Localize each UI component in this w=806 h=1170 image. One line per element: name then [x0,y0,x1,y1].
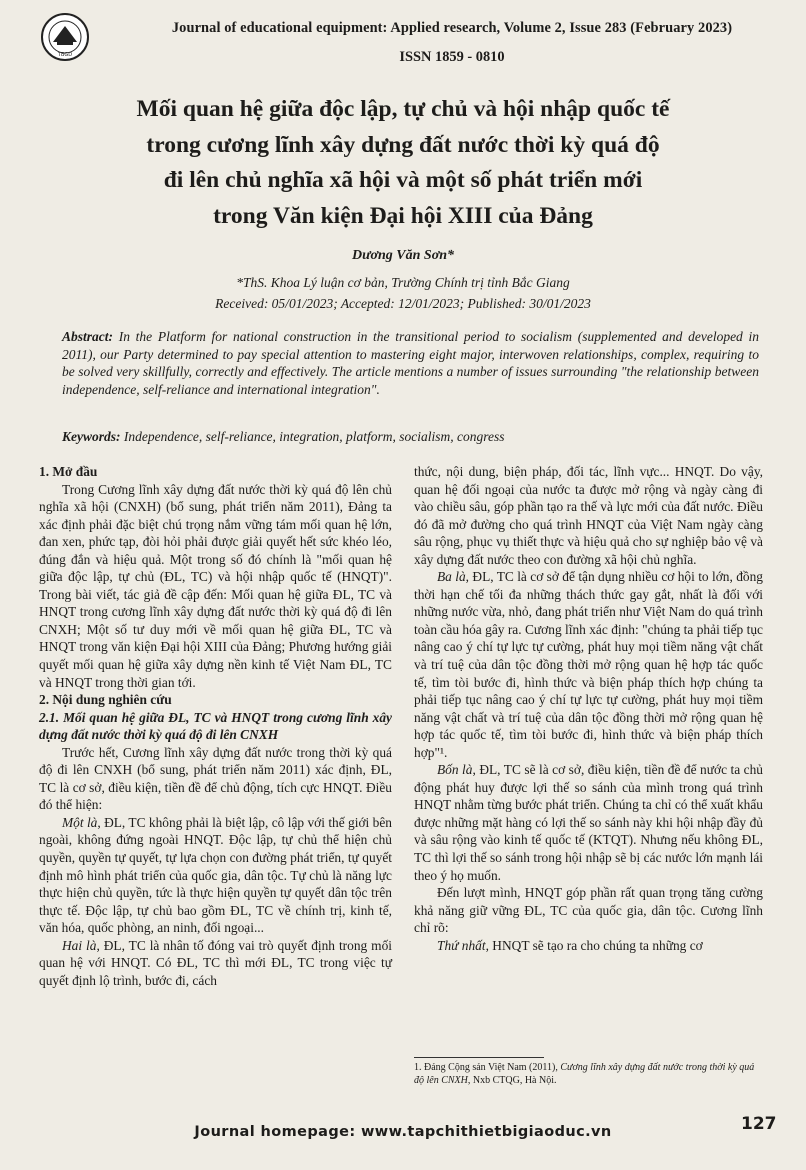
abstract [62,328,759,398]
logo-text: TBGD [57,52,73,58]
left-column [39,463,392,989]
footnote-source: Cương lĩnh xây dựng đất nước trong thời kỳ quá độ lên CNXH [414,1062,755,1086]
author-affiliation: *ThS. Khoa Lý luận cơ bản, Trường Chính trị tỉnh Bắc Giang [236,275,570,290]
page-number: 127 [741,1114,777,1134]
journal-logo-icon [40,12,90,62]
abstract-label: Abstract: [62,329,114,344]
author-name: Dương Văn Sơn* [351,248,454,263]
journal-homepage: Journal homepage: www.tapchithietbigiaoduc.vn [194,1124,612,1140]
journal-citation: Journal of educational equipment: Applied research, Volume 2, Issue 283 (February 2023) [171,20,733,36]
subsection-heading: 2.1. Mối quan hệ giữa ĐL, TC và HNQT trong cương lĩnh xây dựng đất nước thời kỳ quá độ đi lên CNXH [39,709,392,743]
footnote-text: 1. Đảng Cộng sản Việt Nam (2011), [414,1062,561,1073]
paragraph-text: , ĐL, TC sẽ là cơ sở, điều kiện, tiền đề để nước ta chủ động phát huy được lợi thế so sánh của mình trong quá trình HNQT nhằm từng bước phát triển. Chúng ta chỉ có thể xuất khẩu được những mặt hàng có lợi thế so sánh này khi hội nhập đầy đủ và sâu rộng vào kinh tế quốc tế (KTQT). Nhưng nếu không ĐL, TC thì lợi thế so sánh trong hội nhập sẽ bị các nước lớn mạnh lái theo ý họ muốn. [414,762,763,883]
paragraph [39,814,392,937]
paragraph-text: , ĐL, TC là cơ sở để tận dụng nhiều cơ hội to lớn, đồng thời hạn chế tối đa những thách thức gay gắt, nhất là đối với những nước vừa, nhỏ, đang phát triển như Việt Nam do quá trình toàn cầu hóa gây ra. Cương lĩnh xác định: "chúng ta phải tiếp tục nâng cao ý chí tự lực tự cường, phát huy mọi tiềm năng vật chất và trí tuệ của dân tộc đồng thời mở rộng quan hệ hợp tác quốc tế, tìm tòi bước đi, hình thức và biện pháp thích hợp chúng ta phải tiếp tục nâng cao ý chí tự lực tự cường, phát huy mọi tiềm năng vật chất và trí tuệ của dân tộc đồng thời mở rộng quan hệ hợp tác quốc tế, tìm tòi bước đi, hình thức và biện pháp thích hợp"¹. [414,569,764,760]
paragraph-lead: Bốn là [437,762,473,778]
paragraph: thức, nội dung, biện pháp, đối tác, lĩnh vực... HNQT. Do vậy, quan hệ đối ngoại của nước ta được mở rộng và ngày càng đi vào chiều sâu, góp phần tạo ra thế và lực mới của đất nước. Điều đó đã mở đường cho quá trình HNQT của Việt Nam ngày càng sâu rộng, phục vụ thiết thực và hiệu quả cho sự nghiệp bảo vệ và xây dựng đất nước theo con đường xã hội chủ nghĩa. [414,464,763,567]
keywords [62,429,759,445]
paragraph-lead: Ba là [437,569,466,585]
article-title [40,92,766,234]
section-heading: 1. Mở đầu [39,464,98,479]
title-line: trong Văn kiện Đại hội XIII của Đảng [213,202,593,229]
footnote-publisher: , Nxb CTQG, Hà Nội. [467,1075,557,1086]
abstract-text: In the Platform for national construction in the transitional period to socialism (supplemented and developed in 2011), our Party determined to pay special attention to mastering eight major, interwoven relationships, complex, requiring to be solved very skillfully, correctly and effectively. The article mentions a number of issues surrounding "the relationship between independence, self-reliance and international integration". [62,329,759,397]
paragraph [39,937,392,990]
keywords-label: Keywords: [62,429,121,444]
paragraph [414,568,763,761]
title-line: trong cương lĩnh xây dựng đất nước thời kỳ quá độ [146,131,660,158]
publication-dates: Received: 05/01/2023; Accepted: 12/01/2023; Published: 30/01/2023 [215,296,591,311]
paragraph-lead: Hai là [62,937,97,953]
section-heading: 2. Nội dung nghiên cứu [39,692,172,708]
paragraph: Trong Cương lĩnh xây dựng đất nước thời kỳ quá độ lên chủ nghĩa xã hội (CNXH) (bổ sung, phát triển năm 2011), Đảng ta xác định phải đặc biệt chú trọng nắm vững tám mối quan hệ lớn, đan xen, phức tạp, đòi hỏi phải được giải quyết hết sức khéo léo, đúng đắn và hiệu quả. Một trong số đó chính là "mối quan hệ giữa độc lập, tự chủ (ĐL, TC) và hội nhập quốc tế (HNQT)". Trong bài viết, tác giả đề cập đến: Mối quan hệ giữa ĐL, TC và HNQT trong cương lĩnh xây dựng đất nước thời kỳ quá độ đi lên CNXH; Một số tư duy mới về mối quan hệ giữa ĐL, TC và HNQT trong văn kiện Đại hội XIII của Đảng; Phương hướng giải quyết mối quan hệ giữa xây dựng nền kinh tế Việt Nam ĐL, TC và HNQT trong thời gian tới. [39,481,392,690]
right-column [414,463,763,954]
paragraph [414,937,763,955]
paragraph-text: , HNQT sẽ tạo ra cho chúng ta những cơ [485,937,703,953]
paragraph-text: , ĐL, TC là nhân tố đóng vai trò quyết định trong mối quan hệ với HNQT. Có ĐL, TC thì mới ĐL, TC trong việc tự quyết định lộ trình, bước đi, cách [39,937,392,988]
title-line: Mối quan hệ giữa độc lập, tự chủ và hội nhập quốc tế [136,96,670,122]
footnote-divider [414,1057,544,1058]
paragraph: Trước hết, Cương lĩnh xây dựng đất nước trong thời kỳ quá độ đi lên CNXH (bổ sung, phát triển năm 2011) xác định, ĐL, TC là cơ sở, điều kiện, tiền đề để chủ động, tích cực HNQT. Điều đó thể hiện: [39,744,392,813]
footnote [414,1061,763,1087]
issn: ISSN 1859 - 0810 [399,49,505,65]
paragraph [414,761,763,884]
paragraph: Đến lượt mình, HNQT góp phần rất quan trọng tăng cường khả năng giữ vững ĐL, TC của quốc gia, dân tộc. Cương lĩnh chỉ rõ: [414,885,763,936]
paragraph-lead: Một là [62,814,98,830]
keywords-text: Independence, self-reliance, integration, platform, socialism, congress [120,429,505,444]
paragraph-lead: Thứ nhất [437,937,486,953]
paragraph-text: , ĐL, TC không phải là biệt lập, cô lập với thế giới bên ngoài, không đứng ngoài HNQT. Độc lập, tự chủ thể hiện chủ quyền, quyền tự quyết, tự lựa chọn con đường phát triển, tự quyết định mô hình phát triển của quốc gia, dân tộc. Tự chủ là năng lực thực hiện chủ quyền, tức là thực hiện quyền tự quyết dân tộc trên thực tế. Độc lập, tự chủ bao gồm ĐL, TC về chính trị, kinh tế, văn hóa, quốc phòng, an ninh, đối ngoại... [39,814,392,936]
title-line: đi lên chủ nghĩa xã hội và một số phát triển mới [163,167,643,193]
